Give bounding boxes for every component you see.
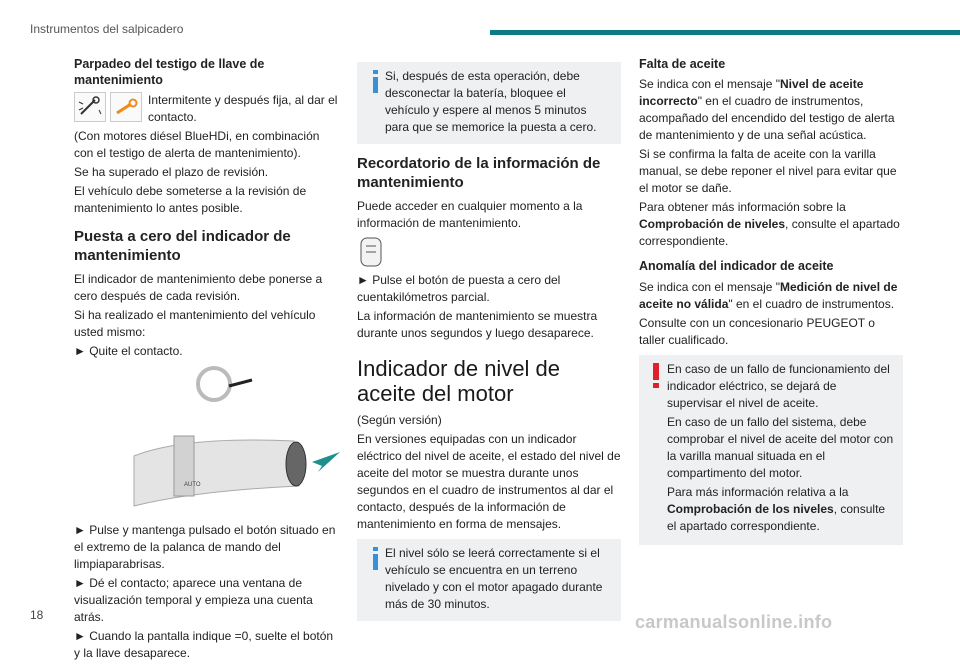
paragraph: Si ha realizado el mantenimiento del vehículo usted mismo:: [74, 308, 316, 339]
page-header-title: Instrumentos del salpicadero: [30, 22, 184, 36]
instruction-step: ► Quite el contacto.: [74, 344, 183, 358]
section-title-low-oil: Falta de aceite: [639, 57, 726, 71]
paragraph: Se ha superado el plazo de revisión.: [74, 165, 269, 179]
instruction-step: ► Dé el contacto; aparece una ventana de visualización temporal y empieza una cuenta atrás.: [74, 576, 313, 624]
section-title-oil-indicator-fault: Anomalía del indicador de aceite: [639, 259, 834, 273]
section-title-maintenance-blink: Parpadeo del testigo de llave de mantenimiento: [74, 57, 265, 87]
paragraph: (Según versión): [357, 413, 442, 427]
paragraph: El indicador de mantenimiento debe ponerse a cero después de cada revisión.: [74, 272, 323, 303]
paragraph: Para obtener más información sobre la Comprobación de niveles, consulte el apartado correspondiente.: [639, 200, 900, 248]
instruction-step: ► Pulse el botón de puesta a cero del cuentakilómetros parcial.: [357, 273, 561, 304]
paragraph: Se indica con el mensaje "Nivel de aceite incorrecto" en el cuadro de instrumentos, acompañado del encendido del testigo de alerta de mantenimiento y de una señal acústica.: [639, 77, 895, 142]
paragraph: Si se confirma la falta de aceite con la varilla manual, se debe reponer el nivel para evitar que el motor se dañe.: [639, 147, 897, 195]
wrench-icon: [110, 92, 142, 122]
warning-icons: [74, 92, 142, 122]
trip-reset-button-illustration: [357, 234, 621, 272]
warning-box-text: En caso de un fallo de funcionamiento del indicador eléctrico, se dejará de supervisar el nivel de aceite. En caso de un fallo del sistema, debe comprobar el nivel de aceite del motor con la varilla manual situada en el compartimento del motor. Para más información relativa a la Comprobación de los niveles, consulte el apartado correspondiente.: [667, 362, 894, 533]
info-box: [357, 539, 621, 621]
paragraph: En versiones equipadas con un indicador eléctrico del nivel de aceite, el estado del nivel de aceite del motor se muestra durante unos segundos en el cuadro de instrumentos al dar el contacto, después de la información de mantenimiento en forma de mensajes.: [357, 432, 621, 531]
watermark: carmanualsonline.info: [635, 612, 833, 632]
paragraph: Consulte con un concesionario PEUGEOT o taller cualificado.: [639, 316, 875, 347]
info-box-text: Si, después de esta operación, debe desconectar la batería, bloquee el vehículo y espere al menos 5 minutos para que se memorice la puesta a cero.: [385, 69, 597, 134]
column-1: [74, 56, 342, 664]
chapter-title-oil-level: Indicador de nivel de aceite del motor: [357, 356, 561, 406]
info-icon: [367, 70, 385, 94]
instruction-step: ► Pulse y mantenga pulsado el botón situado en el extremo de la palanca de mando del limpiaparabrisas.: [74, 523, 336, 571]
paragraph: Puede acceder en cualquier momento a la información de mantenimiento.: [357, 199, 583, 230]
header-accent-bar: [490, 30, 960, 35]
info-box-text: El nivel sólo se leerá correctamente si el vehículo se encuentra en un terreno nivelado y con el motor apagado durante más de 30 minutos.: [385, 546, 603, 611]
icon-line-text: Intermitente y después fija, al dar el contacto.: [148, 93, 338, 124]
section-title-reminder: Recordatorio de la información de mantenimiento: [357, 155, 601, 191]
paragraph: Se indica con el mensaje "Medición de nivel de aceite no válida" en el cuadro de instrumentos.: [639, 280, 898, 311]
icon-line: [74, 92, 342, 128]
wrench-alert-icon: [74, 92, 106, 122]
warning-icon: [651, 363, 661, 389]
column-2: [357, 56, 621, 627]
column-3: [639, 56, 903, 551]
paragraph: La información de mantenimiento se muestra durante unos segundos y luego desaparece.: [357, 309, 598, 340]
auto-label: AUTO: [184, 482, 201, 488]
paragraph: (Con motores diésel BlueHDi, en combinación con el testigo de alerta de mantenimiento).: [74, 129, 320, 160]
page-number: 18: [30, 608, 44, 622]
info-box: [357, 62, 621, 144]
warning-box: [639, 355, 903, 545]
section-title-reset: Puesta a cero del indicador de mantenimiento: [74, 228, 291, 264]
wiper-stalk-illustration: [74, 366, 342, 516]
paragraph: El vehículo debe someterse a la revisión de mantenimiento lo antes posible.: [74, 184, 307, 215]
info-icon: [367, 547, 385, 571]
instruction-step: ► Cuando la pantalla indique =0, suelte el botón y la llave desaparece.: [74, 629, 334, 660]
